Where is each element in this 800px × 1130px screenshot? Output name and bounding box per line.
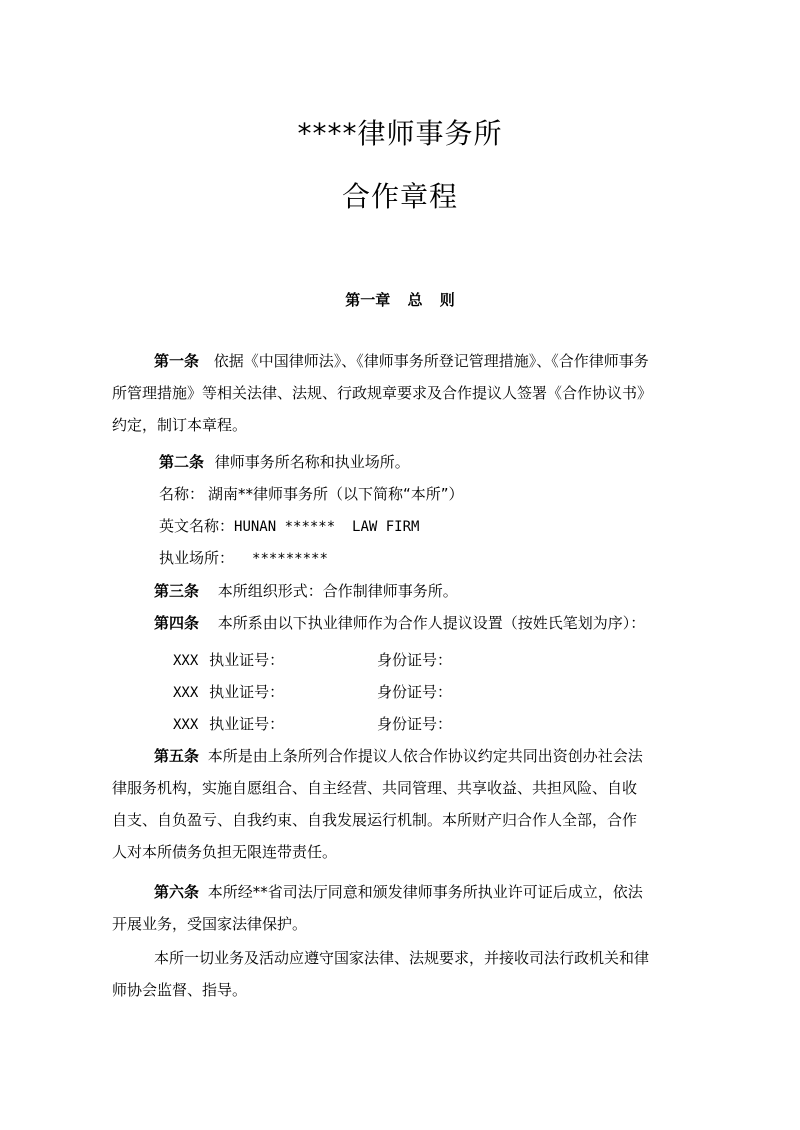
- article-6-paragraph-2: [112, 942, 692, 1006]
- document-subtitle: 合作章程: [341, 180, 458, 213]
- article-1-line3: 约定，制订本章程。: [112, 416, 248, 434]
- chapter-name-a: 总: [407, 291, 423, 309]
- firm-name-label: 名称：: [159, 485, 205, 503]
- article-5-line3: 自支、自负盈亏、自我约束、自我发展运行机制。本所财产归合作人全部，合作: [112, 811, 638, 829]
- article-5-line4: 人对本所债务负担无限连带责任。: [112, 843, 338, 861]
- english-name-label: 英文名称：: [159, 517, 235, 535]
- article-5-label: 第五条: [154, 747, 200, 765]
- article-5-line1: 本所是由上条所列合作提议人依合作协议约定共同出资创办社会法: [207, 747, 643, 765]
- document-title: ****律师事务所: [297, 117, 503, 150]
- partner-name: XXX: [173, 717, 199, 733]
- practice-place-line: [159, 542, 328, 575]
- partner-row: [173, 708, 453, 741]
- chapter-heading: [0, 289, 800, 310]
- article-6-p2-line1: 本所一切业务及活动应遵守国家法律、法规要求，并接收司法行政机关和律: [154, 949, 650, 967]
- article-4-label: 第四条: [154, 614, 200, 632]
- article-5-line2: 律服务机构，实施自愿组合、自主经营、共同管理、共享收益、共担风险、自收: [112, 779, 638, 797]
- chapter-number: 第一章: [345, 291, 391, 309]
- practice-place-label: 执业场所：: [159, 549, 235, 567]
- firm-name-value: 湖南**律师事务所（以下简称“本所”）: [208, 485, 464, 503]
- practice-place-value: *********: [252, 551, 328, 567]
- chapter-name-b: 则: [439, 291, 455, 309]
- firm-name-line: [159, 478, 464, 510]
- article-6-line2: 开展业务，受国家法律保护。: [112, 915, 308, 933]
- english-name-line: [159, 510, 419, 543]
- partner-license: 执业证号：: [209, 651, 285, 669]
- article-5: [112, 740, 692, 868]
- partner-name: XXX: [173, 653, 199, 669]
- article-3: [112, 575, 692, 607]
- article-2-text: 律师事务所名称和执业场所。: [214, 453, 410, 471]
- article-3-label: 第三条: [154, 582, 200, 600]
- article-1-line2: 所管理措施》等相关法律、法规、行政规章要求及合作提议人签署《合作协议书》: [112, 384, 653, 402]
- article-6-label: 第六条: [154, 883, 200, 901]
- partner-license: 执业证号：: [209, 683, 285, 701]
- article-4: [112, 607, 732, 639]
- partner-id: 身份证号：: [377, 651, 453, 669]
- english-name-value: HUNAN ****** LAW FIRM: [234, 519, 420, 535]
- article-4-text: 本所系由以下执业律师作为合作人提议设置（按姓氏笔划为序）：: [217, 614, 646, 632]
- article-1-label: 第一条: [154, 352, 200, 370]
- article-1-line1: 依据《中国律师法》、《律师事务所登记管理措施》、《合作律师事务: [213, 352, 649, 370]
- article-2-label: 第二条: [159, 453, 205, 471]
- article-6-line1: 本所经**省司法厅同意和颁发律师事务所执业许可证后成立，依法: [207, 883, 643, 901]
- partner-id: 身份证号：: [377, 715, 453, 733]
- partner-name: XXX: [173, 685, 199, 701]
- partner-id: 身份证号：: [377, 683, 453, 701]
- article-1: [112, 345, 692, 441]
- article-2: [112, 446, 692, 478]
- partner-row: [173, 676, 453, 709]
- partner-row: [173, 644, 453, 677]
- partner-license: 执业证号：: [209, 715, 285, 733]
- article-6: [112, 876, 692, 940]
- article-3-text: 本所组织形式：合作制律师事务所。: [217, 582, 458, 600]
- article-6-p2-line2: 师协会监督、指导。: [112, 981, 248, 999]
